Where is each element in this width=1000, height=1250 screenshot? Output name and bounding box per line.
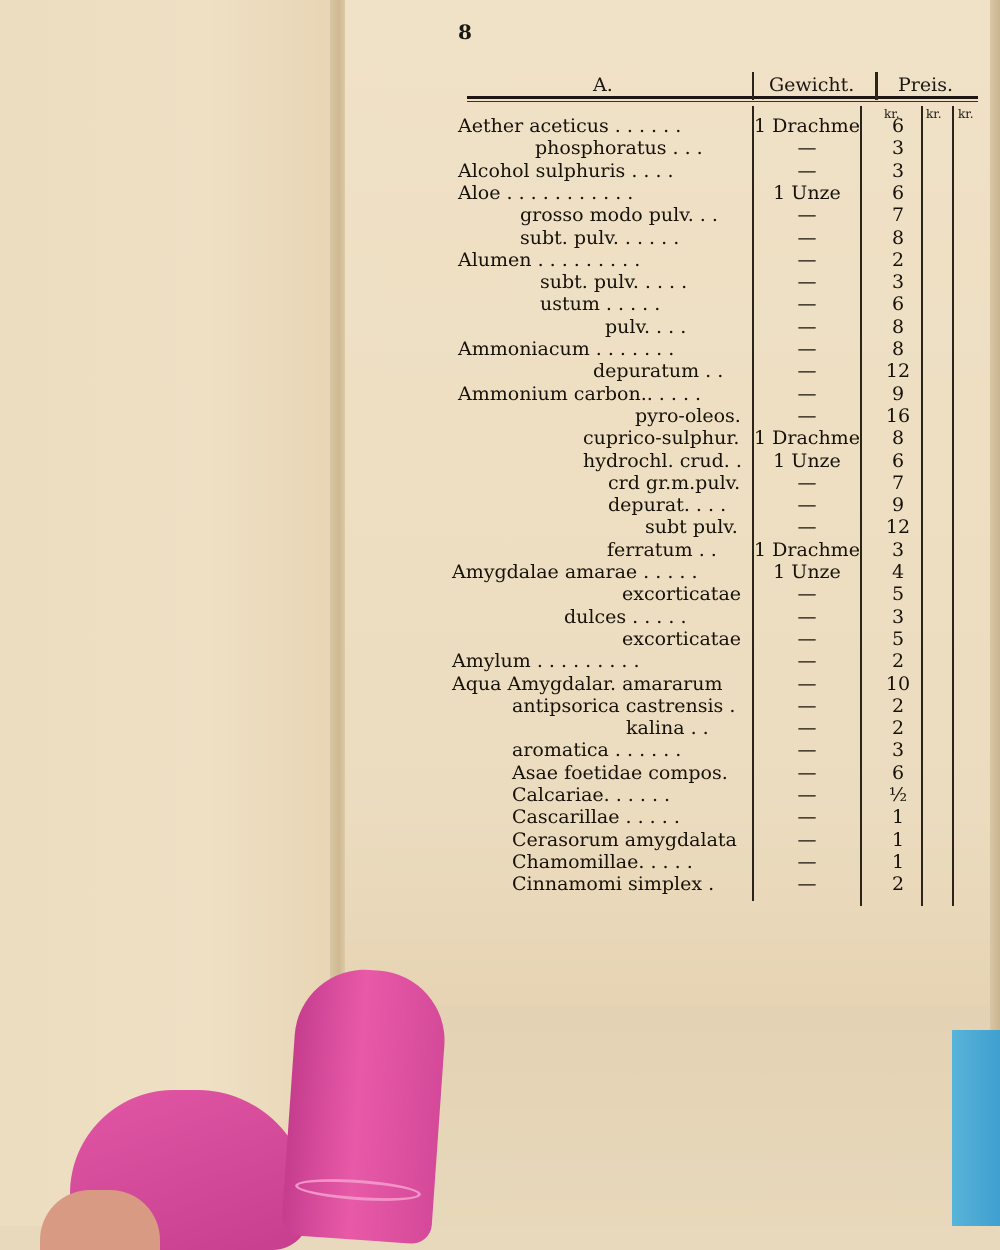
- row-item-price: 1: [891, 806, 905, 829]
- row-item-name: Asae foetidae compos.: [512, 761, 728, 784]
- row-item-weight: —: [797, 248, 817, 271]
- row-item-weight: —: [797, 404, 817, 427]
- row-item-weight: —: [797, 204, 817, 227]
- row-item-name: Aloe . . . . . . . . . . .: [458, 181, 634, 204]
- row-item-name: subt. pulv. . . . . .: [520, 226, 680, 249]
- header-divider: [752, 72, 754, 100]
- row-item-weight: —: [797, 382, 817, 405]
- subheader-kr: kr.: [958, 107, 974, 121]
- header-column-price: Preis.: [898, 74, 953, 96]
- row-item-name: kalina . .: [626, 717, 709, 740]
- row-item-price: 9: [891, 494, 905, 517]
- gloved-finger: [281, 965, 449, 1245]
- row-item-price: 6: [891, 181, 905, 204]
- row-item-weight: —: [797, 583, 817, 606]
- row-item-name: Amygdalae amarae . . . . .: [452, 561, 698, 583]
- row-item-name: subt pulv.: [645, 516, 738, 539]
- row-item-price: 2: [891, 717, 905, 740]
- row-item-price: 12: [885, 360, 911, 383]
- row-item-weight: —: [797, 672, 817, 695]
- row-item-price: 3: [891, 137, 905, 160]
- row-item-name: hydrochl. crud. .: [583, 449, 742, 472]
- row-item-weight: —: [797, 650, 817, 673]
- row-item-name: crd gr.m.pulv.: [608, 471, 741, 494]
- row-item-price: 3: [891, 739, 905, 762]
- row-item-weight: —: [797, 271, 817, 294]
- blue-background: [952, 1030, 1000, 1226]
- row-item-weight: —: [797, 627, 817, 650]
- row-item-price: 4: [891, 561, 905, 583]
- row-item-price: 2: [891, 694, 905, 717]
- row-item-price: 16: [885, 404, 911, 427]
- row-item-weight: —: [797, 471, 817, 494]
- row-item-price: 2: [891, 873, 905, 896]
- row-item-weight: —: [797, 873, 817, 896]
- header-column-weight: Gewicht.: [769, 74, 855, 96]
- row-item-weight: —: [797, 494, 817, 517]
- page-number: 8: [458, 20, 472, 44]
- row-item-price: ½: [888, 784, 908, 806]
- row-item-weight: 1 Unze: [773, 181, 841, 204]
- row-item-weight: —: [797, 784, 817, 806]
- row-item-name: Aether aceticus . . . . . .: [458, 115, 682, 137]
- row-item-weight: 1 Unze: [773, 449, 841, 472]
- row-item-price: 12: [885, 516, 911, 539]
- row-item-name: Aqua Amygdalar. amararum: [452, 672, 723, 695]
- row-item-name: ferratum . .: [607, 538, 717, 561]
- row-item-name: cuprico-sulphur.: [583, 427, 740, 450]
- row-item-name: depuratum . .: [593, 360, 724, 383]
- row-item-weight: —: [797, 850, 817, 873]
- row-item-price: 8: [891, 427, 905, 450]
- row-item-name: Chamomillae. . . . .: [512, 850, 693, 873]
- row-item-price: 3: [891, 605, 905, 628]
- row-item-name: Ammonium carbon.. . . . .: [458, 382, 702, 405]
- row-item-price: 6: [891, 115, 905, 137]
- row-item-price: 8: [891, 315, 905, 338]
- row-item-name: excorticatae: [622, 627, 742, 650]
- row-item-name: Alumen . . . . . . . . .: [458, 248, 641, 271]
- row-item-name: aromatica . . . . . .: [512, 739, 682, 762]
- header-rule-thin: [467, 101, 978, 102]
- row-item-price: 3: [891, 538, 905, 561]
- header-column-a: A.: [593, 74, 613, 96]
- row-item-weight: —: [797, 761, 817, 784]
- column-rule-kr3: [952, 106, 954, 906]
- row-item-weight: —: [797, 828, 817, 851]
- row-item-price: 6: [891, 293, 905, 316]
- row-item-name: depurat. . . .: [608, 494, 727, 517]
- row-item-price: 3: [891, 159, 905, 182]
- row-item-name: Amylum . . . . . . . . .: [452, 650, 640, 673]
- header-divider: [875, 72, 878, 100]
- row-item-weight: 1 Drachme: [754, 538, 860, 561]
- row-item-name: grosso modo pulv. . .: [520, 204, 718, 227]
- row-item-name: Cerasorum amygdalata: [512, 828, 737, 851]
- row-item-weight: —: [797, 694, 817, 717]
- row-item-price: 3: [891, 271, 905, 294]
- row-item-price: 6: [891, 449, 905, 472]
- row-item-weight: —: [797, 360, 817, 383]
- row-item-weight: —: [797, 315, 817, 338]
- row-item-weight: —: [797, 137, 817, 160]
- row-item-name: phosphoratus . . .: [535, 137, 703, 160]
- row-item-weight: —: [797, 338, 817, 360]
- row-item-weight: —: [797, 806, 817, 829]
- row-item-price: 7: [891, 204, 905, 227]
- row-item-name: Calcariae. . . . . .: [512, 784, 671, 806]
- row-item-name: excorticatae: [622, 583, 742, 606]
- subheader-kr: kr.: [884, 107, 900, 121]
- row-item-price: 8: [891, 338, 905, 360]
- row-item-weight: —: [797, 605, 817, 628]
- row-item-price: 2: [891, 248, 905, 271]
- row-item-name: pyro-oleos.: [635, 404, 741, 427]
- row-item-weight: —: [797, 159, 817, 182]
- row-item-name: ustum . . . . .: [540, 293, 661, 316]
- row-item-weight: —: [797, 226, 817, 249]
- row-item-weight: —: [797, 516, 817, 539]
- page-edge: [990, 0, 1000, 1030]
- row-item-price: 9: [891, 382, 905, 405]
- subheader-kr: kr.: [926, 107, 942, 121]
- row-item-name: dulces . . . . .: [564, 605, 687, 628]
- row-item-price: 8: [891, 226, 905, 249]
- row-item-name: Cinnamomi simplex .: [512, 873, 715, 896]
- row-item-weight: —: [797, 293, 817, 316]
- row-item-price: 1: [891, 850, 905, 873]
- row-item-weight: 1 Drachme: [754, 115, 860, 137]
- row-item-price: 6: [891, 761, 905, 784]
- row-item-price: 7: [891, 471, 905, 494]
- row-item-price: 2: [891, 650, 905, 673]
- row-item-name: pulv. . . .: [605, 315, 687, 338]
- row-item-price: 5: [891, 583, 905, 606]
- row-item-name: subt. pulv. . . . .: [540, 271, 688, 294]
- row-item-price: 1: [891, 828, 905, 851]
- row-item-weight: —: [797, 739, 817, 762]
- row-item-price: 5: [891, 627, 905, 650]
- row-item-name: Cascarillae . . . . .: [512, 806, 680, 829]
- row-item-price: 10: [885, 672, 911, 695]
- row-item-weight: 1 Unze: [773, 561, 841, 583]
- row-item-name: Alcohol sulphuris . . . .: [458, 159, 674, 182]
- header-rule: [467, 96, 978, 99]
- row-item-name: Ammoniacum . . . . . . .: [458, 338, 675, 360]
- row-item-weight: —: [797, 717, 817, 740]
- row-item-weight: 1 Drachme: [754, 427, 860, 450]
- row-item-name: antipsorica castrensis .: [512, 694, 736, 717]
